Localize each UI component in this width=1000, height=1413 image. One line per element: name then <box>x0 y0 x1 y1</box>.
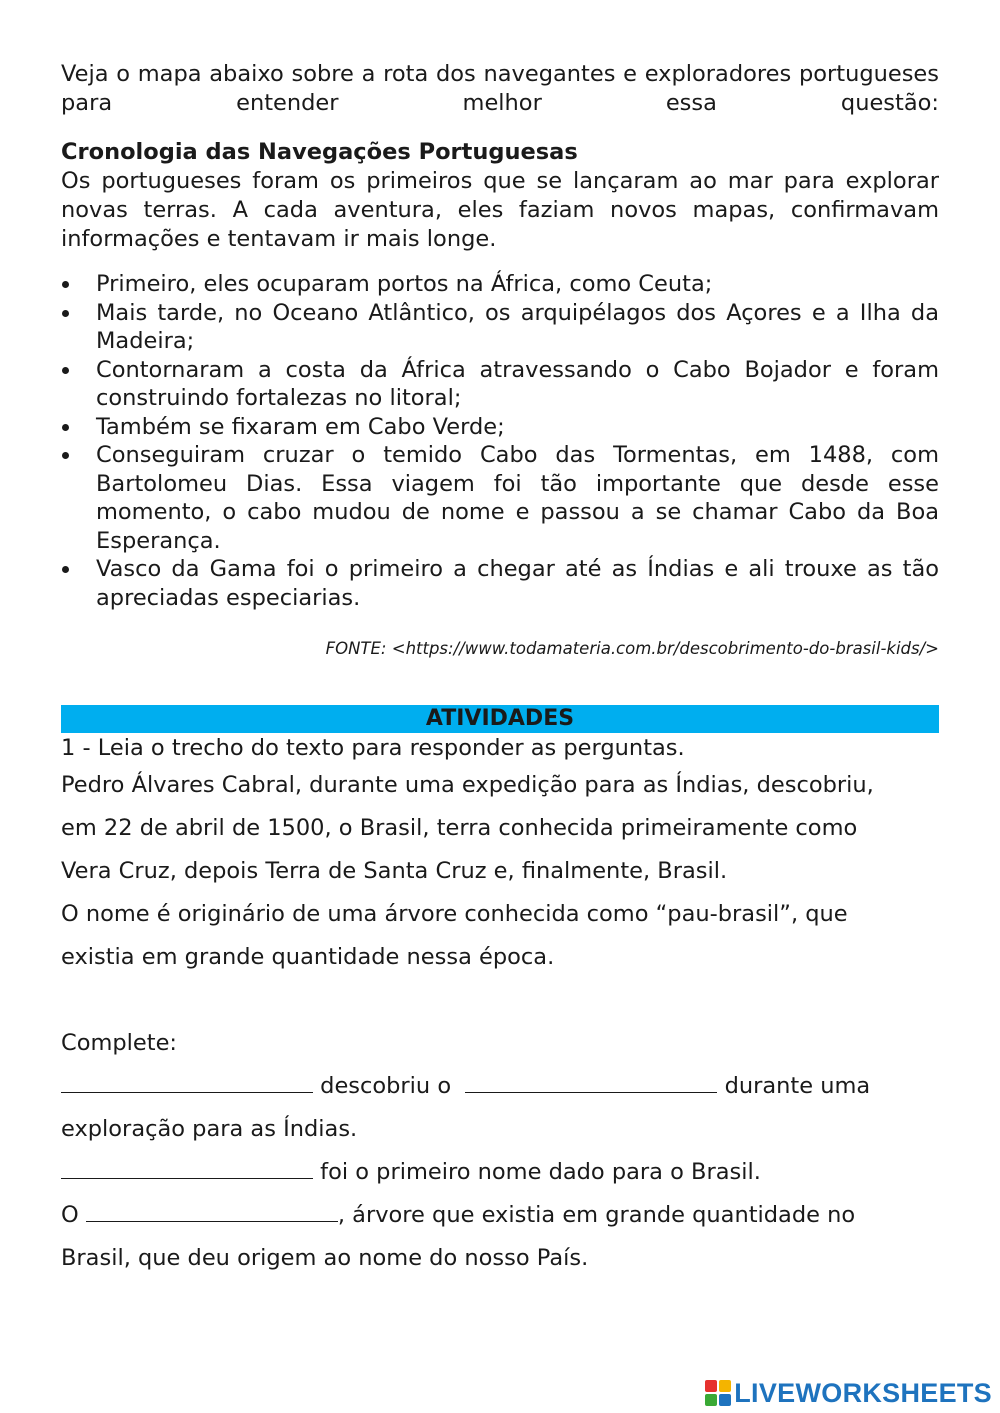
section-title: Cronologia das Navegações Portuguesas <box>61 139 578 165</box>
bullet-list <box>61 270 939 612</box>
excerpt-line: Pedro Álvares Cabral, durante uma expedição para as Índias, descobriu, <box>61 772 874 798</box>
answer-blank-first-name[interactable] <box>61 1158 313 1179</box>
list-item: Primeiro, eles ocuparam portos na África, como Ceuta; <box>61 270 939 299</box>
source-citation: FONTE: <https://www.todamateria.com.br/descobrimento-do-brasil-kids/> <box>325 639 939 658</box>
bullet-icon <box>62 310 69 317</box>
liveworksheets-logo-icon <box>705 1380 731 1406</box>
bullet-icon <box>62 281 69 288</box>
section-paragraph: Os portugueses foram os primeiros que se lançaram ao mar para explorar novas terras. A cada aventura, eles faziam novos mapas, confirmavam informações e tentavam ir mais longe. <box>61 168 939 252</box>
list-item: Também se fixaram em Cabo Verde; <box>61 413 939 442</box>
bullet-icon <box>62 367 69 374</box>
liveworksheets-logo <box>705 1379 992 1407</box>
fill-sentence-1-cont: exploração para as Índias. <box>61 1116 358 1142</box>
question-text: 1 - Leia o trecho do texto para responder as perguntas. <box>61 735 685 761</box>
answer-blank-discoverer[interactable] <box>61 1072 313 1093</box>
fill-sentence-3: O , árvore que existia em grande quantidade no <box>61 1202 856 1228</box>
excerpt-line: O nome é originário de uma árvore conhecida como “pau-brasil”, que <box>61 901 848 927</box>
list-item: Vasco da Gama foi o primeiro a chegar até as Índias e ali trouxe as tão apreciadas especiarias. <box>61 555 939 612</box>
bullet-icon <box>62 452 69 459</box>
fill-sentence-2: foi o primeiro nome dado para o Brasil. <box>61 1151 939 1194</box>
fill-sentence-3-cont: Brasil, que deu origem ao nome do nosso País. <box>61 1245 589 1271</box>
list-item: Conseguiram cruzar o temido Cabo das Tormentas, em 1488, com Bartolomeu Dias. Essa viagem foi tão importante que desde esse momento, o cabo mudou de nome e passou a se chamar Cabo da Boa Esperança. <box>61 441 939 555</box>
activities-header: ATIVIDADES <box>61 705 939 733</box>
bullet-icon <box>62 424 69 431</box>
answer-blank-tree[interactable] <box>86 1201 338 1222</box>
fill-sentence-1: descobriu o durante uma <box>61 1065 939 1108</box>
activities-section <box>61 733 939 1280</box>
excerpt-line: existia em grande quantidade nessa época. <box>61 944 555 970</box>
complete-label: Complete: <box>61 1030 178 1056</box>
list-item: Contornaram a costa da África atravessando o Cabo Bojador e foram construindo fortalezas no litoral; <box>61 356 939 413</box>
excerpt-line: em 22 de abril de 1500, o Brasil, terra conhecida primeiramente como <box>61 815 858 841</box>
answer-blank-country[interactable] <box>465 1072 717 1093</box>
bullet-icon <box>62 566 69 573</box>
list-item: Mais tarde, no Oceano Atlântico, os arquipélagos dos Açores e a Ilha da Madeira; <box>61 299 939 356</box>
brand-name: LIVEWORKSHEETS <box>734 1377 992 1408</box>
excerpt-line: Vera Cruz, depois Terra de Santa Cruz e, finalmente, Brasil. <box>61 858 728 884</box>
reading-section <box>61 60 939 658</box>
intro-paragraph: Veja o mapa abaixo sobre a rota dos navegantes e exploradores portugueses para entender melhor essa questão: <box>61 61 939 116</box>
